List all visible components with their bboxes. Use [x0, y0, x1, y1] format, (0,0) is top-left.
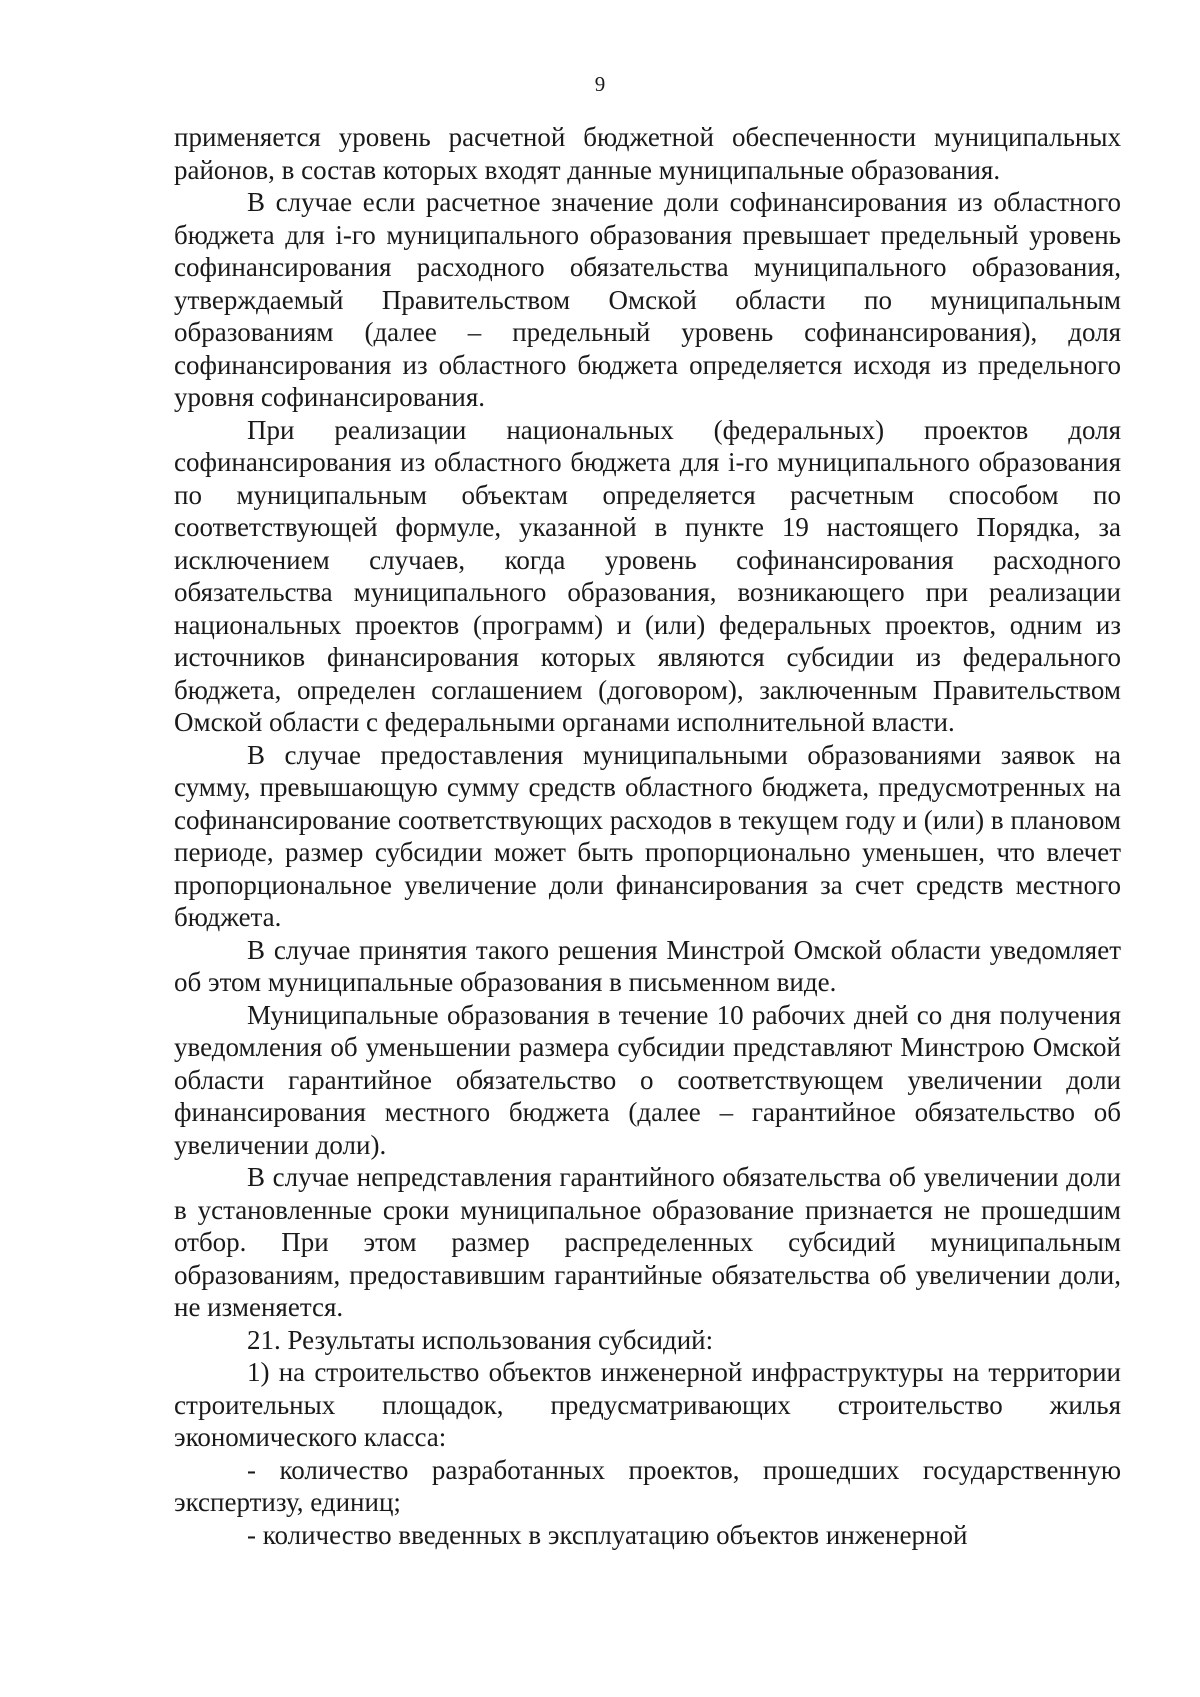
paragraph-section-21-heading: 21. Результаты использования субсидий:: [247, 1324, 714, 1355]
paragraph-continuation: применяется уровень расчетной бюджетной обеспеченности муниципальных районов, в состав которых входят данные муниципальные образования.: [174, 122, 1121, 185]
paragraph-national-projects: При реализации национальных (федеральных) проектов доля софинансирования из областного бюджета для i-го муниципального образования по муниципальным объектам определяется расчетным способом по соответствующей формуле, указанной в пункте 19 настоящего Порядка, за исключением случаев, когда уровень софинансирования расходного обязательства муниципального образования, возникающего при реализации национальных проектов (программ) и (или) федеральных проектов, одним из источников финансирования которых являются субсидии из федерального бюджета, определен соглашением (договором), заключенным Правительством Омской области с федеральными органами исполнительной власти.: [174, 414, 1121, 737]
document-body: [174, 121, 1121, 1551]
paragraph-non-submission: В случае непредставления гарантийного обязательства об увеличении доли в установленные сроки муниципальное образование признается не прошедшим отбор. При этом размер распределенных субсидий муниципальным образованиям, предоставившим гарантийные обязательства об увеличении доли, не изменяется.: [174, 1162, 1121, 1322]
paragraph-notification: В случае принятия такого решения Минстрой Омской области уведомляет об этом муниципальные образования в письменном виде.: [174, 934, 1121, 997]
page-number: 9: [594, 72, 606, 96]
paragraph-indicator-projects: - количество разработанных проектов, прошедших государственную экспертизу, единиц;: [174, 1454, 1121, 1517]
paragraph-applications-excess: В случае предоставления муниципальными образованиями заявок на сумму, превышающую сумму средств областного бюджета, предусмотренных на софинансирование соответствующих расходов в текущем году и (или) в плановом периоде, размер субсидии может быть пропорционально уменьшен, что влечет пропорциональное увеличение доли финансирования за счет средств местного бюджета.: [174, 739, 1121, 932]
paragraph-item-1: 1) на строительство объектов инженерной инфраструктуры на территории строительных площадок, предусматривающих строительство жилья экономического класса:: [174, 1357, 1121, 1452]
paragraph-guarantee-obligation: Муниципальные образования в течение 10 рабочих дней со дня получения уведомления об уменьшении размера субсидии представляют Минстрою Омской области гарантийное обязательство о соответствующем увеличении доли финансирования местного бюджета (далее – гарантийное обязательство об увеличении доли).: [174, 999, 1121, 1160]
paragraph-indicator-objects: - количество введенных в эксплуатацию объектов инженерной: [247, 1519, 968, 1550]
paragraph-cofinancing-limit: В случае если расчетное значение доли софинансирования из областного бюджета для i-го муниципального образования превышает предельный уровень софинансирования расходного обязательства муниципального образования, утверждаемый Правительством Омской области по муниципальным образованиям (далее – предельный уровень софинансирования), доля софинансирования из областного бюджета определяется исходя из предельного уровня софинансирования.: [174, 187, 1121, 412]
